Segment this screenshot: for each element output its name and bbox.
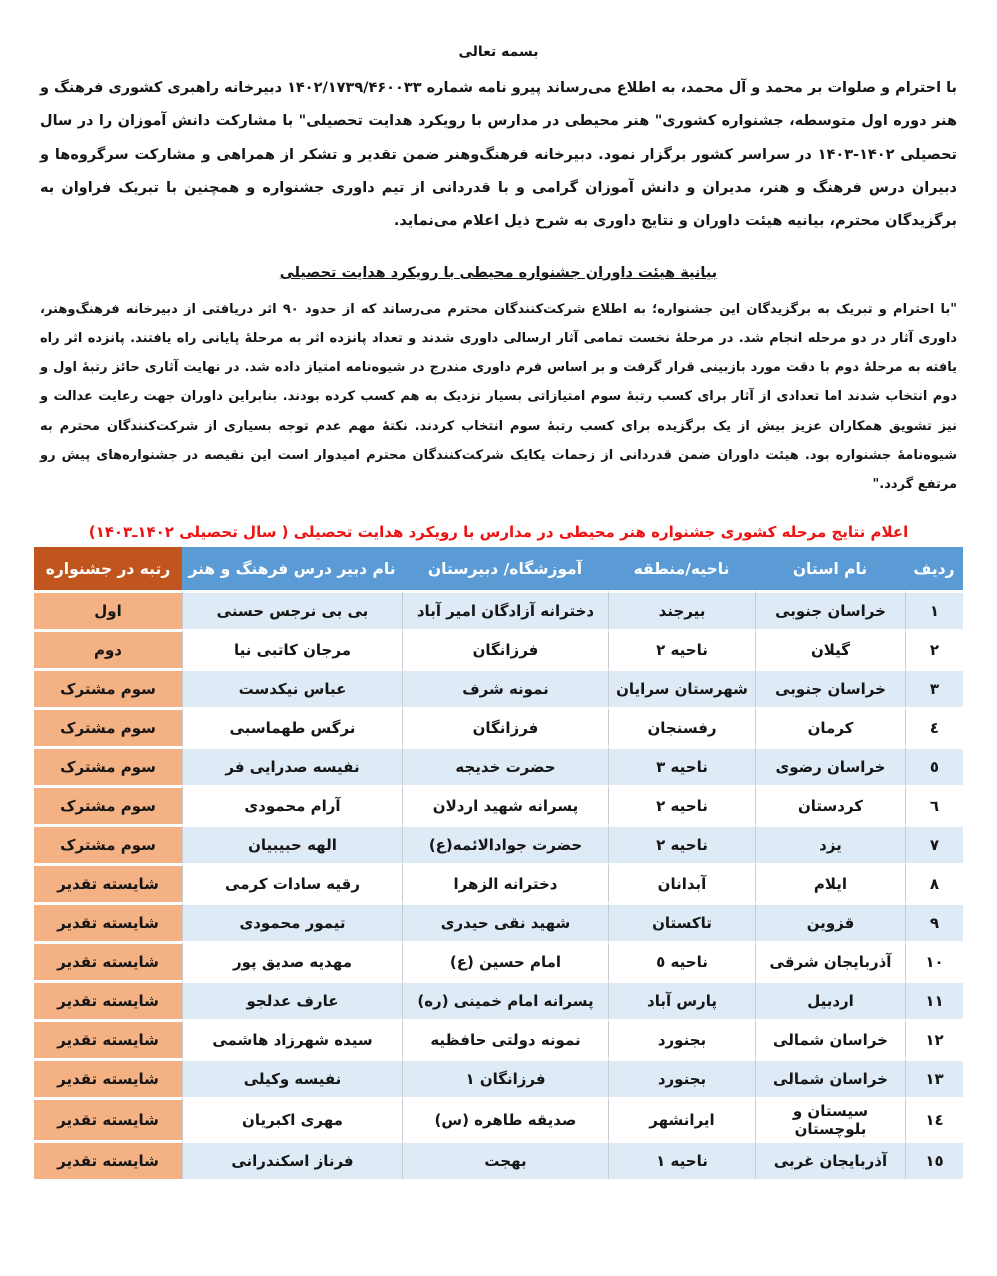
cell-teacher: سیده شهرزاد هاشمی	[182, 1019, 402, 1058]
bismillah-heading: بسمه تعالی	[458, 44, 539, 60]
header-row	[34, 547, 963, 590]
cell-row-number: ۸	[905, 863, 963, 902]
cell-rank: سوم مشترک	[34, 707, 182, 746]
intro-text-1: با احترام و صلوات بر محمد و آل محمد، به اطلاع می‌رساند پیرو نامه شماره ۱۴۰۲/۱۷۳۹/۴۶۰۰۳۳ دبیرخانه راهبری کشوری فرهنگ و هنر دوره اول متوسطه، جشنواره کشوری	[40, 80, 958, 130]
cell-row-number: ۱٥	[905, 1140, 963, 1179]
table-row	[34, 746, 963, 785]
cell-province: خراسان جنوبی	[755, 668, 905, 707]
table-row	[34, 863, 963, 902]
header-school: آموزشگاه/ دبیرستان	[402, 547, 608, 590]
cell-school: پسرانه امام خمینی (ره)	[402, 980, 608, 1019]
cell-school: دخترانه آزادگان امیر آباد	[402, 590, 608, 629]
results-table-header	[34, 547, 963, 590]
cell-rank: سوم مشترک	[34, 824, 182, 863]
cell-teacher: نرگس طهماسبی	[182, 707, 402, 746]
intro-paragraph	[34, 72, 963, 239]
cell-district: ناحیه ٥	[608, 941, 755, 980]
cell-row-number: ۱٤	[905, 1097, 963, 1140]
results-table	[34, 547, 963, 1179]
cell-district: بجنورد	[608, 1058, 755, 1097]
cell-school: حضرت خدیجه	[402, 746, 608, 785]
cell-school: نمونه دولتی حافظیه	[402, 1019, 608, 1058]
cell-school: امام حسین (ع)	[402, 941, 608, 980]
cell-rank: سوم مشترک	[34, 785, 182, 824]
cell-row-number: ۱۲	[905, 1019, 963, 1058]
cell-district: ایرانشهر	[608, 1097, 755, 1140]
cell-rank: سوم مشترک	[34, 746, 182, 785]
cell-teacher: نفیسه وکیلی	[182, 1058, 402, 1097]
cell-district: ناحیه ۲	[608, 824, 755, 863]
cell-rank: شایسته تقدیر	[34, 1058, 182, 1097]
cell-teacher: رقیه سادات کرمی	[182, 863, 402, 902]
cell-province: آذربایجان غربی	[755, 1140, 905, 1179]
cell-province: اردبیل	[755, 980, 905, 1019]
table-row	[34, 1097, 963, 1140]
table-row	[34, 1058, 963, 1097]
cell-province: یزد	[755, 824, 905, 863]
cell-rank: شایسته تقدیر	[34, 863, 182, 902]
cell-row-number: ٦	[905, 785, 963, 824]
cell-row-number: ۱۰	[905, 941, 963, 980]
cell-teacher: تیمور محمودی	[182, 902, 402, 941]
cell-district: ناحیه ۱	[608, 1140, 755, 1179]
cell-row-number: ۲	[905, 629, 963, 668]
cell-province: ایلام	[755, 863, 905, 902]
header-province: نام استان	[755, 547, 905, 590]
cell-school: حضرت جوادالائمه(ع)	[402, 824, 608, 863]
table-row	[34, 824, 963, 863]
cell-rank: اول	[34, 590, 182, 629]
cell-district: بیرجند	[608, 590, 755, 629]
cell-row-number: ۱۱	[905, 980, 963, 1019]
cell-teacher: عارف عدلجو	[182, 980, 402, 1019]
cell-row-number: ۹	[905, 902, 963, 941]
cell-rank: شایسته تقدیر	[34, 902, 182, 941]
table-row	[34, 668, 963, 707]
cell-district: شهرستان سرایان	[608, 668, 755, 707]
cell-rank: شایسته تقدیر	[34, 980, 182, 1019]
cell-school: شهید نقی حیدری	[402, 902, 608, 941]
cell-district: ناحیه ۲	[608, 785, 755, 824]
cell-district: آبدانان	[608, 863, 755, 902]
cell-row-number: ٤	[905, 707, 963, 746]
cell-rank: شایسته تقدیر	[34, 941, 182, 980]
cell-rank: شایسته تقدیر	[34, 1019, 182, 1058]
cell-teacher: عباس نیکدست	[182, 668, 402, 707]
cell-district: بجنورد	[608, 1019, 755, 1058]
table-row	[34, 785, 963, 824]
cell-teacher: فرناز اسکندرانی	[182, 1140, 402, 1179]
cell-school: نمونه شرف	[402, 668, 608, 707]
cell-row-number: ۳	[905, 668, 963, 707]
cell-province: قزوین	[755, 902, 905, 941]
cell-province: کردستان	[755, 785, 905, 824]
cell-teacher: مهری اکبریان	[182, 1097, 402, 1140]
cell-row-number: ۱۳	[905, 1058, 963, 1097]
table-row	[34, 980, 963, 1019]
results-table-title: اعلام نتایج مرحله کشوری جشنواره هنر محیطی در مدارس با رویکرد هدایت تحصیلی ( سال تحصیلی ۱۴۰۲ـ۱۴۰۳)	[88, 523, 909, 542]
header-row-number: ردیف	[905, 547, 963, 590]
table-row	[34, 1019, 963, 1058]
cell-school: فرزانگان	[402, 707, 608, 746]
table-row	[34, 941, 963, 980]
cell-teacher: مرجان کاتبی نیا	[182, 629, 402, 668]
cell-rank: سوم مشترک	[34, 668, 182, 707]
table-row	[34, 902, 963, 941]
header-teacher: نام دبیر درس فرهنگ و هنر	[182, 547, 402, 590]
cell-province: گیلان	[755, 629, 905, 668]
cell-teacher: مهدیه صدیق پور	[182, 941, 402, 980]
cell-province: آذربایجان شرقی	[755, 941, 905, 980]
cell-rank: شایسته تقدیر	[34, 1097, 182, 1140]
jury-statement-paragraph: "با احترام و تبریک به برگزیدگان این جشنواره؛ به اطلاع شرکت‌کنندگان محترم می‌رساند که از حدود ۹۰ اثر دریافتی از دبیرخانه فرهنگ‌وهنر، داوری آثار در دو مرحله انجام شد. در مرحلهٔ نخست تمامی آثار ارسالی داوری شدند و تعداد پانزده اثر به مرحلهٔ پایانی راه یافتند. پانزده اثر راه یافته به مرحلهٔ دوم با دقت مورد بازبینی قرار گرفت و بر اساس فرم داوری مندرج در شیوه‌نامه امتیاز داده شد. در نهایت آثاری حائز رتبهٔ اول و دوم انتخاب شدند اما تعدادی از آثار برای کسب رتبهٔ سوم امتیازاتی بسیار نزدیک به هم کسب کرده بودند. بنابراین داوران جهت رعایت عدالت و نیز تشویق همکاران عزیز بیش از یک برگزیده برای کسب رتبهٔ سوم انتخاب کردند. نکتهٔ مهم عدم توجه بسیاری از شرکت‌کنندگان محترم به شیوه‌نامهٔ جشنواره بود. هیئت داوران ضمن قدردانی از زحمات یکایک شرکت‌کنندگان محترم امیدوار است این نقیصه در جشنواره‌های پیش رو مرتفع گردد."	[40, 301, 957, 493]
jury-statement-heading: بیانیة هیئت داوران جشنواره محیطی با رویکرد هدایت تحصیلی	[279, 264, 718, 281]
cell-row-number: ٥	[905, 746, 963, 785]
cell-teacher: الهه حبیبیان	[182, 824, 402, 863]
table-row	[34, 590, 963, 629]
cell-school: پسرانه شهید اردلان	[402, 785, 608, 824]
cell-teacher: نفیسه صدرایی فر	[182, 746, 402, 785]
cell-province: خراسان شمالی	[755, 1019, 905, 1058]
cell-teacher: بی بی نرجس حسنی	[182, 590, 402, 629]
cell-province: سیستان و بلوچستان	[755, 1097, 905, 1140]
cell-district: رفسنجان	[608, 707, 755, 746]
cell-province: خراسان جنوبی	[755, 590, 905, 629]
festival-title-bold: " هنر محیطی در مدارس با رویکرد هدایت تحصیلی"	[298, 113, 663, 130]
cell-row-number: ۷	[905, 824, 963, 863]
cell-rank: دوم	[34, 629, 182, 668]
cell-school: فرزانگان ۱	[402, 1058, 608, 1097]
table-row	[34, 629, 963, 668]
cell-district: ناحیه ۳	[608, 746, 755, 785]
cell-province: خراسان شمالی	[755, 1058, 905, 1097]
cell-district: ناحیه ۲	[608, 629, 755, 668]
cell-province: کرمان	[755, 707, 905, 746]
cell-rank: شایسته تقدیر	[34, 1140, 182, 1179]
intro-text-2: با مشارکت دانش آموزان را در سال تحصیلی ۱۴۰۲-۱۴۰۳ در سراسر کشور برگزار نمود. دبیرخانه فرهنگ‌وهنر ضمن تقدیر و تشکر از همراهی و مشارکت سرگروه‌ها و دبیران درس فرهنگ و هنر، مدیران و دانش آموزان گرامی و با قدردانی از تیم داوری جشنواره و همچنین با تبریک فراوان به برگزیدگان محترم، بیانیه هیئت داوران و نتایج داوری به شرح ذیل اعلام می‌نماید.	[40, 113, 957, 230]
cell-row-number: ۱	[905, 590, 963, 629]
cell-school: بهجت	[402, 1140, 608, 1179]
table-row	[34, 707, 963, 746]
cell-school: دخترانه الزهرا	[402, 863, 608, 902]
table-row	[34, 1140, 963, 1179]
cell-school: صدیقه طاهره (س)	[402, 1097, 608, 1140]
cell-teacher: آرام محمودی	[182, 785, 402, 824]
header-rank: رتبه در جشنواره	[34, 547, 182, 590]
header-district: ناحیه/منطقه	[608, 547, 755, 590]
cell-school: فرزانگان	[402, 629, 608, 668]
cell-district: پارس آباد	[608, 980, 755, 1019]
cell-district: تاکستان	[608, 902, 755, 941]
cell-province: خراسان رضوی	[755, 746, 905, 785]
results-table-body	[34, 590, 963, 1179]
